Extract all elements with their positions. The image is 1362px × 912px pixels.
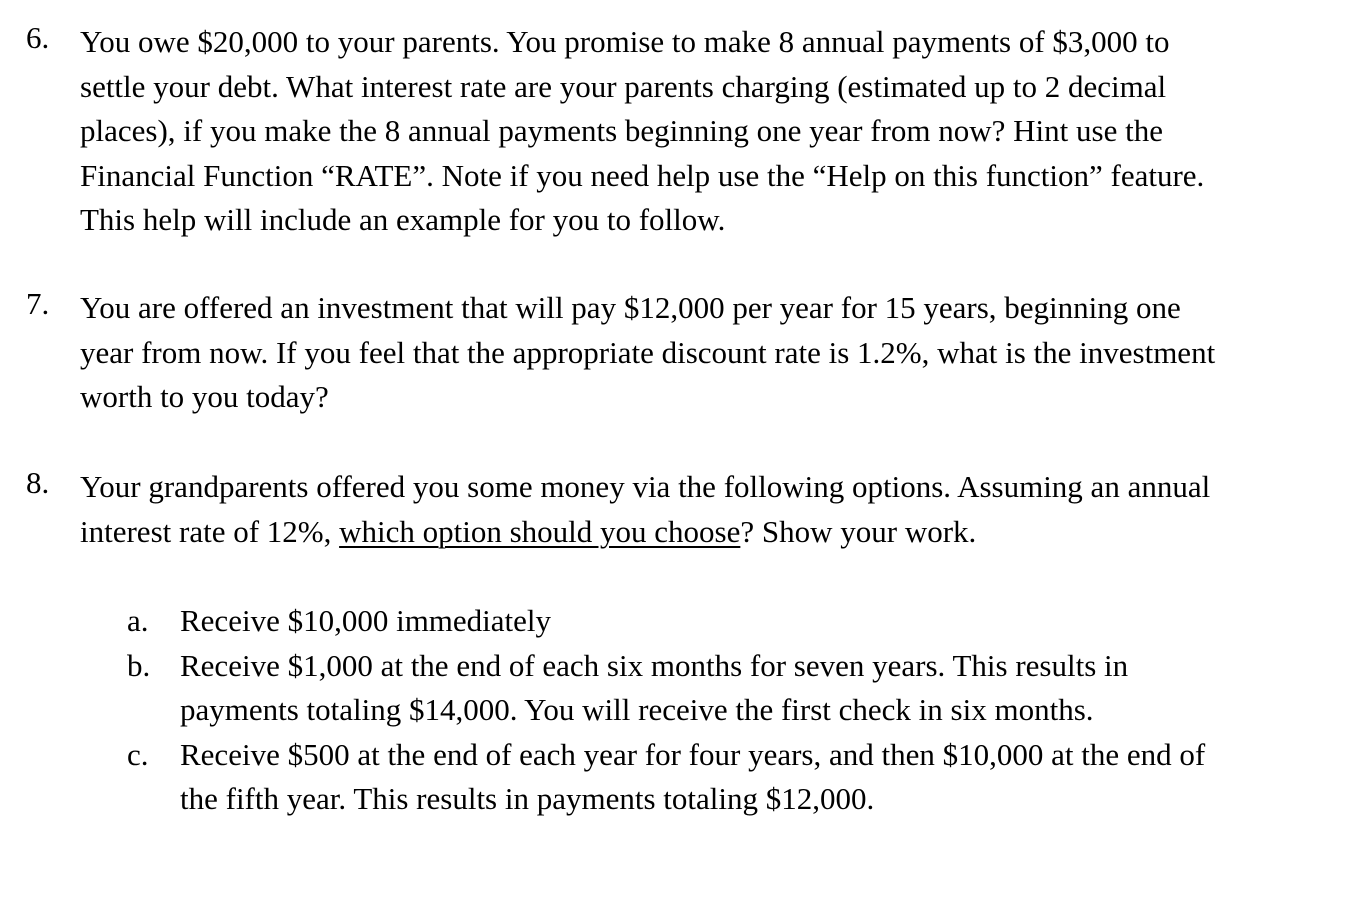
option-c [127, 733, 1337, 822]
question-number: 6. [26, 20, 50, 55]
question-number: 7. [26, 286, 50, 321]
option-letter: c. [127, 736, 149, 772]
option-b [127, 644, 1337, 733]
option-line: Receive $500 at the end of each year for four years, and then $10,000 at the end of [180, 736, 1206, 772]
option-letter: b. [127, 647, 151, 683]
option-a [127, 599, 1337, 644]
question-line: year from now. If you feel that the appropriate discount rate is 1.2%, what is the investment [80, 334, 1216, 370]
option-text [180, 644, 1337, 733]
question-line-segment: ? Show your work. [740, 513, 977, 549]
question-line: You owe $20,000 to your parents. You promise to make 8 annual payments of $3,000 to [80, 24, 1170, 59]
question-7 [26, 286, 1336, 420]
underlined-phrase: which option should you choose [339, 513, 741, 549]
option-line: Receive $1,000 at the end of each six months for seven years. This results in [180, 647, 1129, 683]
option-text [180, 733, 1337, 822]
option-line: Receive $10,000 immediately [180, 603, 552, 638]
question-line [80, 510, 1336, 555]
question-number: 8. [26, 465, 50, 500]
question-line: Financial Function “RATE”. Note if you need help use the “Help on this function” feature. [80, 157, 1205, 193]
question-6 [26, 20, 1336, 243]
question-line: Your grandparents offered you some money via the following options. Assuming an annual [80, 469, 1211, 504]
question-line: This help will include an example for you to follow. [80, 202, 726, 237]
question-text [80, 465, 1336, 554]
question-line: You are offered an investment that will pay $12,000 per year for 15 years, beginning one [80, 290, 1181, 325]
options-list [127, 599, 1337, 822]
option-line: payments totaling $14,000. You will receive the first check in six months. [180, 692, 1094, 727]
question-line-segment: interest rate of 12%, [80, 513, 340, 549]
question-line: worth to you today? [80, 379, 329, 414]
option-text [180, 599, 1337, 644]
option-letter: a. [127, 603, 149, 638]
question-8 [26, 465, 1336, 554]
question-text [80, 286, 1336, 420]
question-line: places), if you make the 8 annual payments beginning one year from now? Hint use the [80, 113, 1163, 148]
option-line: the fifth year. This results in payments totaling $12,000. [180, 781, 875, 816]
question-line: settle your debt. What interest rate are your parents charging (estimated up to 2 decimal [80, 68, 1167, 104]
question-text [80, 20, 1336, 243]
